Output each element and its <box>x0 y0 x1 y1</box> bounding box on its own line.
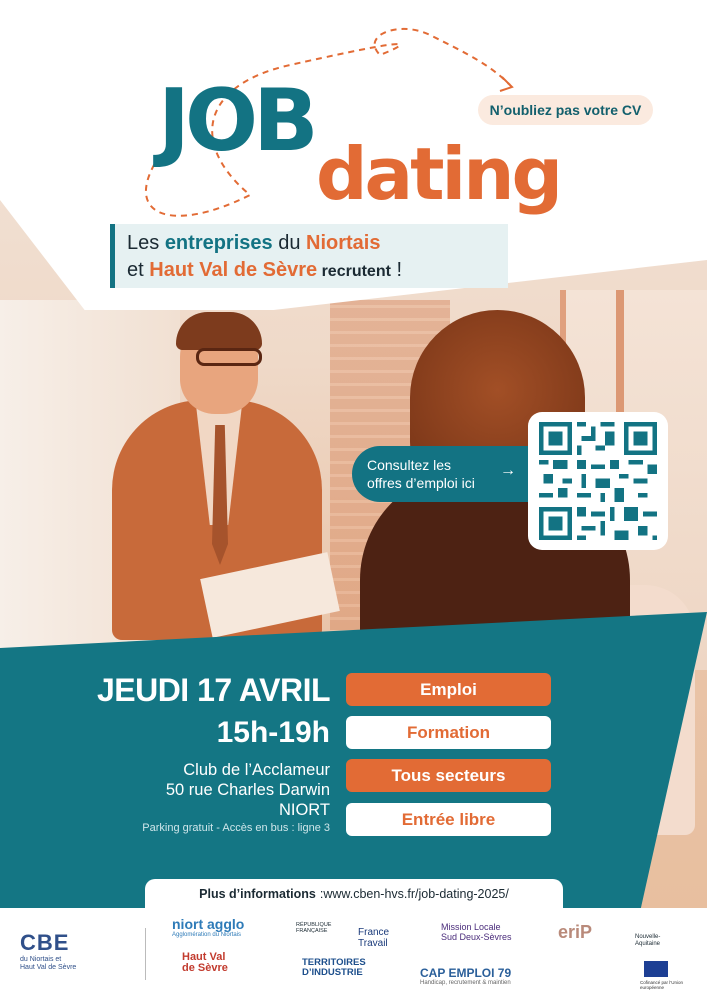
cap-emploi-logo: CAP EMPLOI 79 Handicap, recrutement & maintien <box>420 966 512 986</box>
divider <box>145 928 146 980</box>
more-info-bar: Plus d’informations : www.cben-hvs.fr/job-dating-2025/ <box>145 879 563 909</box>
cbe-logo: CBE du Niortais et Haut Val de Sèvre <box>20 930 77 971</box>
title-dating: dating <box>316 132 561 216</box>
nouvelle-aquitaine-logo: Nouvelle- Aquitaine <box>635 934 661 947</box>
tag-tous-secteurs: Tous secteurs <box>346 759 551 792</box>
parking-info: Parking gratuit - Accès en bus : ligne 3 <box>142 822 330 834</box>
tagline-box: Les entreprises du Niortais et Haut Val de Sèvre recrutent ! <box>110 224 508 288</box>
tag-formation: Formation <box>346 716 551 749</box>
event-time: 15h-19h <box>216 716 330 749</box>
france-travail-logo: RÉPUBLIQUE FRANÇAISE France Travail <box>296 922 390 949</box>
mission-locale-logo: Mission Locale Sud Deux-Sèvres <box>441 922 512 942</box>
glasses <box>196 348 262 366</box>
qr-label: Consultez les offres d’emploi ici <box>352 446 552 502</box>
territoires-industrie-logo: TERRITOIRES D’INDUSTRIE <box>302 957 366 978</box>
partner-logos <box>0 908 707 1000</box>
cv-reminder-badge: N’oubliez pas votre CV <box>478 95 653 125</box>
erip-logo: eriP <box>558 922 593 942</box>
event-date: JEUDI 17 AVRIL <box>96 672 330 708</box>
qr-code-icon <box>538 422 658 540</box>
title-job: JOB <box>158 71 314 171</box>
event-venue: Club de l’Acclameur 50 rue Charles Darwin NIORT <box>165 761 330 819</box>
arrow-right-icon: → <box>500 462 516 479</box>
eu-cofinance: Cofinancé par l’Union européenne <box>640 980 684 990</box>
info-link[interactable]: www.cben-hvs.fr/job-dating-2025/ <box>323 887 509 901</box>
haut-val-de-sevre-logo: Haut Val de Sèvre <box>182 951 228 974</box>
eu-flag-icon <box>644 961 668 977</box>
niort-agglo-logo: niort agglo Agglomération du Niortais <box>172 916 245 938</box>
qr-code[interactable] <box>528 412 668 550</box>
tag-emploi: Emploi <box>346 673 551 706</box>
tag-entree-libre: Entrée libre <box>346 803 551 836</box>
